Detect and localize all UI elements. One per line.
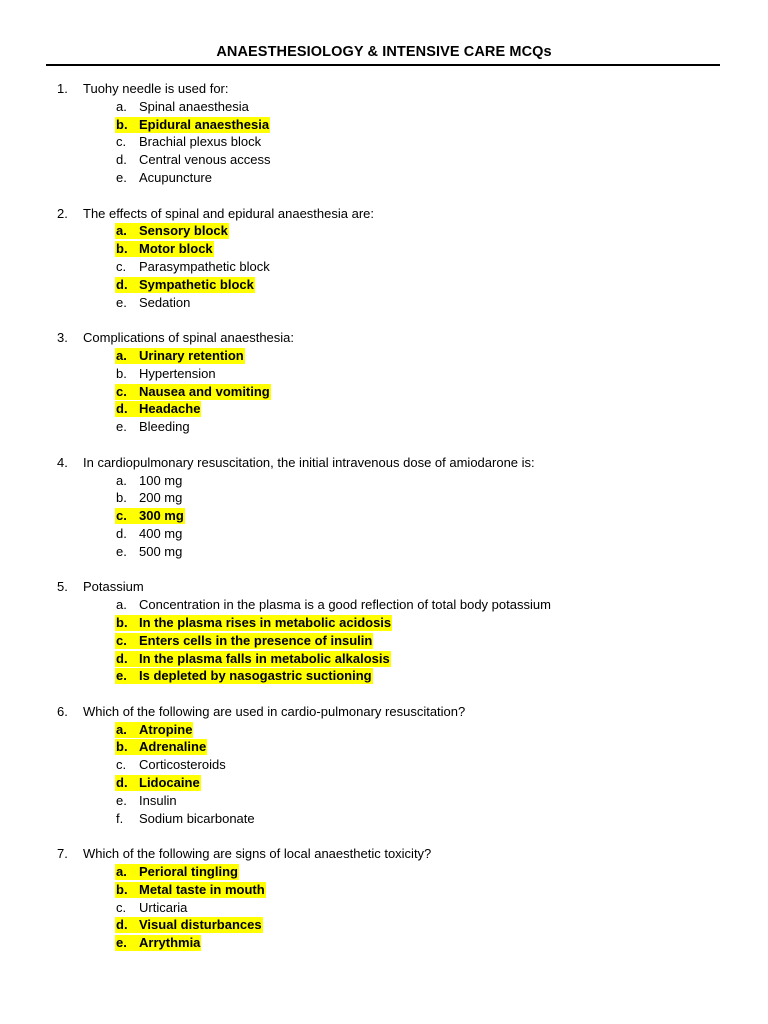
option-letter: c. [116,508,127,524]
option-text: Metal taste in mouth [139,881,265,897]
question-number: 1. [57,81,68,96]
answer-option-correct [0,916,768,934]
question-item [0,578,768,685]
answer-option-correct [0,614,768,632]
question-stem [0,703,768,721]
answer-option-correct [0,383,768,401]
option-text: Motor block [139,241,213,257]
answer-option-correct [0,632,768,650]
answer-option [0,365,768,383]
option-letter: b. [116,116,128,132]
question-stem [0,845,768,863]
option-letter: e. [116,935,127,951]
answer-option [0,810,768,828]
option-text: Urticaria [139,899,188,915]
option-text: Enters cells in the presence of insulin [139,632,373,648]
option-text: Hypertension [139,365,216,381]
answer-option [0,418,768,436]
option-text: Adrenaline [139,739,207,755]
option-letter: e. [116,169,127,185]
question-number: 2. [57,205,68,221]
option-letter: d. [116,917,128,933]
option-text: Sodium bicarbonate [139,810,255,826]
answer-option [0,169,768,187]
option-text: In the plasma rises in metabolic acidosis [139,614,392,630]
question-number: 6. [57,703,68,719]
question-item [0,703,768,828]
option-letter: a. [116,347,127,363]
option-text: Brachial plexus block [139,134,262,150]
option-text: Visual disturbances [139,917,262,933]
option-letter: e. [116,543,127,559]
option-letter: a. [116,223,127,239]
answer-option [0,98,768,116]
answer-option-correct [0,738,768,756]
answer-option-correct [0,347,768,365]
option-text: Spinal anaesthesia [139,98,249,114]
answer-option-correct [0,863,768,881]
answer-option-correct [0,507,768,525]
question-text: Tuohy needle is used for: [83,81,229,96]
page-title: ANAESTHESIOLOGY & INTENSIVE CARE MCQs [216,44,552,60]
answer-option [0,899,768,917]
option-letter: b. [116,490,127,506]
question-number: 4. [57,454,68,470]
option-text: Is depleted by nasogastric suctioning [139,668,372,684]
answer-option-correct [0,240,768,258]
question-stem [0,205,768,223]
option-text: In the plasma falls in metabolic alkalosis [139,650,390,666]
option-text: Sedation [139,294,191,310]
question-item [0,454,768,561]
option-text: 100 mg [139,472,183,488]
answer-option [0,258,768,276]
option-letter: e. [116,419,127,435]
option-text: Headache [139,401,201,417]
answer-option [0,294,768,312]
question-item [0,205,768,312]
option-text: Atropine [139,721,193,737]
option-text: Sympathetic block [139,276,254,292]
question-text: Which of the following are signs of local anaesthetic toxicity? [83,846,432,862]
option-text: Arrythmia [139,935,201,951]
question-text: In cardiopulmonary resuscitation, the initial intravenous dose of amiodarone is: [83,454,535,470]
option-letter: d. [116,152,127,168]
answer-option [0,792,768,810]
option-letter: e. [116,294,127,310]
answer-option-correct [0,881,768,899]
option-letter: c. [116,383,127,399]
option-text: Sensory block [139,223,228,239]
option-text: 500 mg [139,543,183,559]
question-stem [0,80,768,98]
question-number: 3. [57,330,68,346]
question-text: Which of the following are used in cardio-pulmonary resuscitation? [83,703,466,719]
question-list [0,80,768,970]
option-letter: b. [116,365,127,381]
option-letter: b. [116,241,128,257]
option-letter: d. [116,650,128,666]
option-text: Corticosteroids [139,757,226,773]
question-number: 7. [57,846,68,862]
answer-option-correct [0,934,768,952]
question-item [0,845,768,952]
answer-option-correct [0,116,768,134]
option-text: Parasympathetic block [139,258,270,274]
option-text: Epidural anaesthesia [139,116,270,132]
option-text: 400 mg [139,525,183,541]
option-letter: a. [116,98,127,114]
answer-option [0,151,768,169]
answer-option [0,489,768,507]
option-letter: a. [116,597,127,613]
option-letter: a. [116,472,127,488]
option-letter: c. [116,134,127,150]
option-text: Concentration in the plasma is a good reflection of total body potassium [139,597,551,613]
option-letter: c. [116,258,127,274]
question-stem [0,329,768,347]
answer-option [0,133,768,151]
option-text: Acupuncture [139,169,212,185]
answer-option [0,472,768,490]
option-letter: e. [116,792,127,808]
option-letter: f. [116,810,124,826]
option-text: Perioral tingling [139,864,238,880]
answer-option-correct [0,667,768,685]
option-text: Lidocaine [139,775,200,791]
option-letter: d. [116,276,128,292]
question-text: Potassium [83,579,144,595]
answer-option [0,596,768,614]
option-text: Nausea and vomiting [139,383,270,399]
title-divider [46,64,720,66]
option-text: Bleeding [139,419,190,435]
answer-option-correct [0,721,768,739]
option-text: Urinary retention [139,347,244,363]
answer-option-correct [0,222,768,240]
answer-option-correct [0,400,768,418]
option-text: Central venous access [139,152,271,168]
question-number: 5. [57,579,68,595]
question-text: Complications of spinal anaesthesia: [83,330,295,346]
answer-option [0,756,768,774]
option-letter: b. [116,739,128,755]
question-text: The effects of spinal and epidural anaesthesia are: [83,205,375,221]
question-item [0,80,768,187]
option-letter: b. [116,614,128,630]
answer-option [0,543,768,561]
option-letter: c. [116,632,127,648]
option-letter: c. [116,899,127,915]
option-letter: c. [116,757,127,773]
option-text: 200 mg [139,490,183,506]
option-letter: b. [116,881,128,897]
question-stem [0,454,768,472]
answer-option-correct [0,650,768,668]
option-letter: a. [116,721,127,737]
question-stem [0,578,768,596]
question-item [0,329,768,436]
answer-option-correct [0,774,768,792]
option-text: Insulin [139,792,177,808]
option-letter: a. [116,864,127,880]
answer-option [0,525,768,543]
option-text: 300 mg [139,508,184,524]
option-letter: d. [116,401,128,417]
option-letter: d. [116,525,127,541]
option-letter: d. [116,775,128,791]
option-letter: e. [116,668,127,684]
answer-option-correct [0,276,768,294]
